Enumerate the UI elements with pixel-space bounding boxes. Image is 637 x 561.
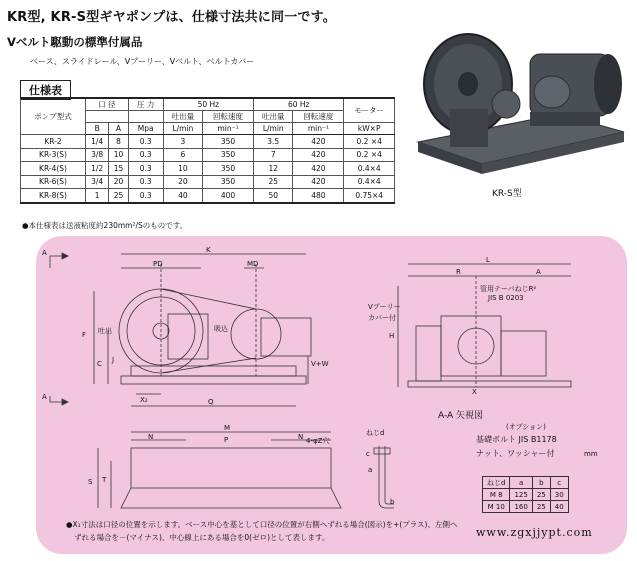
label-mm: mm — [584, 450, 598, 458]
table-cell: 0.75×4 — [344, 189, 395, 203]
col-speed-50: 回転速度 — [203, 111, 254, 123]
label-screw: ねじd — [366, 429, 385, 437]
unit-min-60: min⁻¹ — [293, 123, 344, 135]
table-cell: 25 — [109, 189, 128, 203]
table-cell: 420 — [293, 175, 344, 189]
viscosity-note: ●本仕様表は送液粘度約230mm²/Sのものです。 — [22, 221, 188, 230]
pump-photo — [410, 14, 628, 184]
bolt-cell: 25 — [532, 501, 550, 513]
bolt-header-cell: c — [550, 477, 568, 489]
table-cell: KR-4(S) — [21, 162, 86, 176]
table-cell: 3/4 — [86, 175, 109, 189]
bolt-cell: 40 — [550, 501, 568, 513]
bolt-cell: M 8 — [483, 489, 510, 501]
col-model: ポンプ型式 — [21, 98, 86, 135]
label-c: C — [97, 360, 102, 368]
label-cover: カバー付 — [368, 314, 396, 322]
table-cell: 20 — [163, 175, 202, 189]
spec-table — [20, 97, 395, 204]
label-x: X — [472, 388, 477, 396]
table-cell: 6 — [163, 148, 202, 162]
table-cell: KR-2 — [21, 135, 86, 149]
col-flow-50: 吐出量 — [163, 111, 202, 123]
table-cell: 0.4×4 — [344, 162, 395, 176]
unit-kw: kW×P — [344, 123, 395, 135]
label-md: MD — [247, 260, 259, 268]
table-row — [21, 162, 395, 176]
table-row — [21, 148, 395, 162]
col-pressure: 圧 力 — [128, 98, 163, 111]
bolt-cell: 30 — [550, 489, 568, 501]
label-suction: 吸込 — [214, 325, 228, 333]
unit-min-50: min⁻¹ — [203, 123, 254, 135]
bolt-row — [483, 501, 569, 513]
label-vw: V+W — [311, 360, 329, 368]
label-n-right: N — [298, 433, 304, 441]
unit-lmin-50: L/min — [163, 123, 202, 135]
table-cell: 3 — [163, 135, 202, 149]
subtitle: Vベルト駆動の標準付属品 — [7, 35, 143, 49]
table-cell: 420 — [293, 148, 344, 162]
table-cell: 10 — [163, 162, 202, 176]
label-option: (オプション) — [506, 423, 546, 431]
dimension-drawing-panel — [36, 236, 627, 554]
label-a-top: A — [42, 249, 47, 257]
table-cell: 0.4×4 — [344, 175, 395, 189]
page-title: KR型, KR-S型ギヤポンプは、仕様寸法共に同一です。 — [7, 10, 336, 25]
label-n-left: N — [148, 433, 154, 441]
bolt-header-cell: ねじd — [483, 477, 510, 489]
table-cell: 0.3 — [128, 189, 163, 203]
label-f: F — [82, 331, 87, 339]
table-cell: 480 — [293, 189, 344, 203]
unit-mpa: Mpa — [128, 123, 163, 135]
table-cell: 1/4 — [86, 135, 109, 149]
col-bore: 口 径 — [86, 98, 129, 111]
col-motor: モーター — [344, 98, 395, 123]
bolt-header-cell: b — [532, 477, 550, 489]
bolt-cell: M 10 — [483, 501, 510, 513]
label-vpulley: Vプーリー — [368, 303, 401, 311]
table-row — [21, 189, 395, 203]
table-cell: 0.3 — [128, 162, 163, 176]
table-cell: 7 — [254, 148, 293, 162]
table-cell: 0.3 — [128, 148, 163, 162]
watermark: www.zgxjjypt.com — [476, 526, 593, 539]
x1-note-1: ●X₁寸法は口径の位置を示します。ベース中心を基として口径の位置が右側へずれる場合(図示)を+(プラス)、左側へ — [66, 520, 458, 529]
spec-table-body — [21, 135, 395, 203]
table-cell: 3.5 — [254, 135, 293, 149]
table-cell: 400 — [203, 189, 254, 203]
label-p: P — [224, 436, 229, 444]
x1-note-2: ずれる場合を－(マイナス)、中心線上にある場合を0(ゼロ)として表します。 — [74, 533, 330, 542]
label-holes: 4-φZ穴 — [306, 437, 330, 445]
label-side-a: A — [536, 268, 541, 276]
table-cell: 350 — [203, 162, 254, 176]
label-bolt-title: 基礎ボルト JIS B1178 — [476, 435, 557, 444]
accessories-text: ベース、スライドレール、Vプーリー、Vベルト、ベルトカバー — [30, 57, 255, 66]
table-cell: KR-8(S) — [21, 189, 86, 203]
label-pd: PD — [153, 260, 163, 268]
table-cell: 50 — [254, 189, 293, 203]
table-cell: 420 — [293, 162, 344, 176]
col-60hz: 60 Hz — [254, 98, 344, 111]
label-bolt-sub: ナット、ワッシャー付 — [476, 449, 555, 458]
label-discharge: 吐出 — [98, 327, 112, 335]
label-q: Q — [208, 398, 214, 406]
label-r: R — [456, 268, 461, 276]
bolt-cell: 160 — [510, 501, 532, 513]
col-flow-60: 吐出量 — [254, 111, 293, 123]
label-h: H — [389, 332, 395, 340]
bolt-header-row — [483, 477, 569, 489]
unit-lmin-60: L/min — [254, 123, 293, 135]
table-cell: 0.3 — [128, 135, 163, 149]
table-cell: 15 — [109, 162, 128, 176]
table-cell: 350 — [203, 148, 254, 162]
label-l: L — [486, 256, 490, 264]
unit-a: A — [109, 123, 128, 135]
table-cell: 0.2 ×4 — [344, 148, 395, 162]
bolt-row — [483, 489, 569, 501]
label-k: K — [206, 246, 211, 254]
table-cell: 10 — [109, 148, 128, 162]
bolt-header-cell: a — [510, 477, 532, 489]
label-m: M — [224, 424, 231, 432]
table-cell: KR-3(S) — [21, 148, 86, 162]
label-jis-pipe: JIS B 0203 — [488, 294, 524, 302]
label-s: S — [88, 478, 93, 486]
table-cell: 1/2 — [86, 162, 109, 176]
table-cell: 40 — [163, 189, 202, 203]
table-cell: 8 — [109, 135, 128, 149]
table-cell: 12 — [254, 162, 293, 176]
table-cell: 420 — [293, 135, 344, 149]
col-speed-60: 回転速度 — [293, 111, 344, 123]
label-x2: X₂ — [140, 396, 148, 404]
table-row — [21, 135, 395, 149]
table-cell: 1 — [86, 189, 109, 203]
label-t: T — [102, 476, 107, 484]
table-cell: 350 — [203, 175, 254, 189]
photo-caption: KR-S型 — [492, 189, 522, 199]
label-aa-view: A-A 矢視図 — [438, 411, 484, 421]
bolt-cell: 25 — [532, 489, 550, 501]
unit-b: B — [86, 123, 109, 135]
bolt-table — [482, 476, 569, 513]
table-cell: 3/8 — [86, 148, 109, 162]
table-cell: 25 — [254, 175, 293, 189]
label-bolt-a: a — [368, 466, 373, 474]
bolt-cell: 125 — [510, 489, 532, 501]
label-bolt-c: c — [366, 450, 370, 458]
spec-label: 仕様表 — [20, 80, 71, 100]
table-cell: KR-6(S) — [21, 175, 86, 189]
table-cell: 350 — [203, 135, 254, 149]
label-a-bottom: A — [42, 393, 47, 401]
label-j: J — [112, 356, 115, 364]
label-pipe-taper: 管用テーパねじRᵖ — [480, 285, 537, 293]
col-50hz: 50 Hz — [163, 98, 253, 111]
table-cell: 20 — [109, 175, 128, 189]
table-cell: 0.3 — [128, 175, 163, 189]
table-row — [21, 175, 395, 189]
label-bolt-b: b — [390, 498, 395, 506]
table-cell: 0.2 ×4 — [344, 135, 395, 149]
